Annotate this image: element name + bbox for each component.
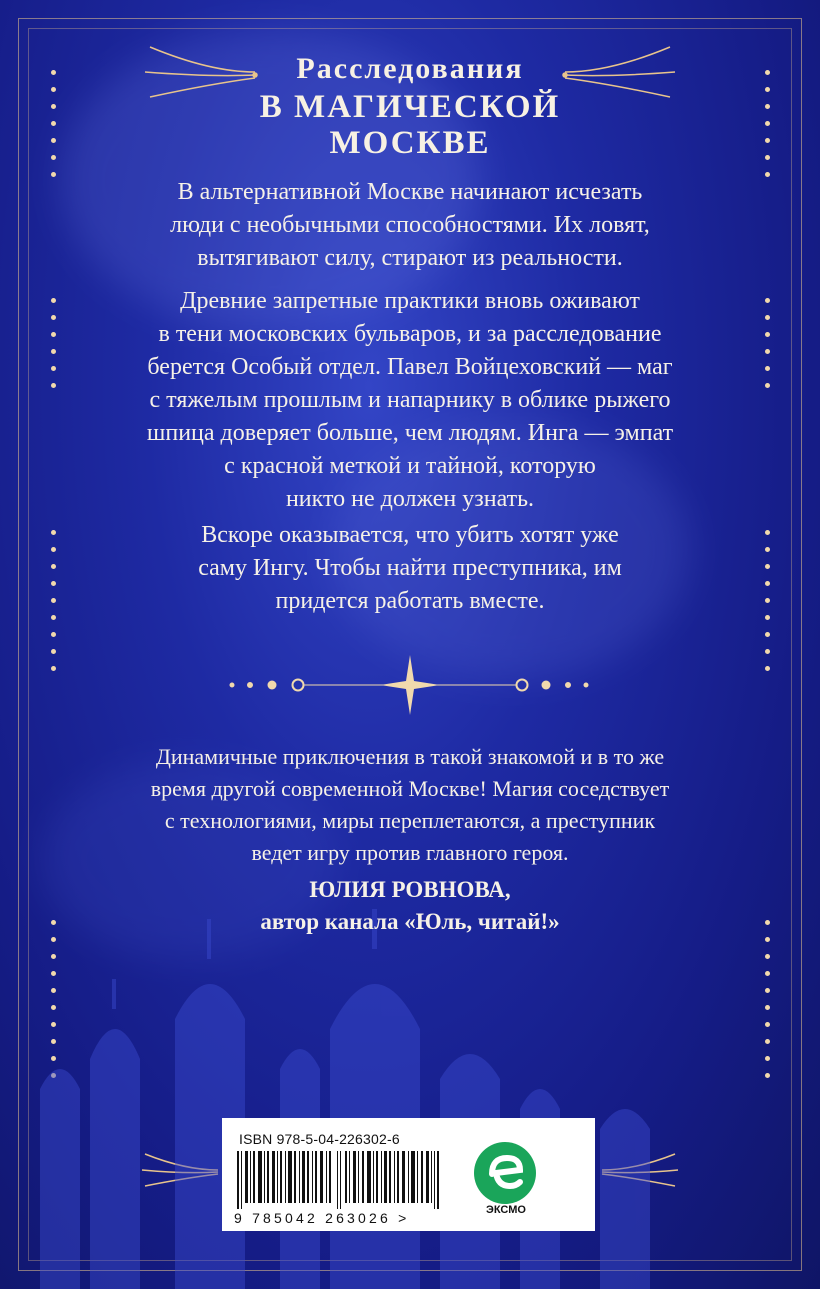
text-line: Динамичные приключения в такой знакомой и в то же bbox=[155, 744, 665, 769]
text-line: берется Особый отдел. Павел Войцеховский — маг bbox=[147, 354, 673, 380]
text-line: время другой современной Москве! Магия соседствует bbox=[150, 776, 670, 801]
left-dot-column-low bbox=[50, 530, 56, 683]
text-line: вытягивают силу, стирают из реальности. bbox=[197, 245, 623, 271]
isbn-label: ISBN 978-5-04-226302-6 bbox=[239, 1131, 400, 1147]
text-line: саму Ингу. Чтобы найти преступника, им bbox=[198, 555, 622, 581]
text-line: шпица доверяет больше, чем людям. Инга — эмпат bbox=[146, 420, 674, 446]
moscow-domes-silhouette bbox=[0, 909, 820, 1289]
divider-ornament bbox=[220, 650, 600, 720]
author-role: автор канала «Юль, читай!» bbox=[260, 909, 560, 934]
series-title-line-3: МОСКВЕ bbox=[329, 125, 491, 162]
barcode-panel bbox=[222, 1118, 595, 1231]
text-line: с технологиями, миры переплетаются, а преступник bbox=[164, 808, 656, 833]
text-line: В альтернативной Москве начинают исчезать bbox=[177, 179, 643, 205]
author-name: ЮЛИЯ РОВНОВА, bbox=[309, 877, 511, 902]
text-line: Древние запретные практики вновь оживают bbox=[180, 288, 640, 314]
text-line: ведет игру против главного героя. bbox=[251, 840, 569, 865]
blurb-paragraph-2 bbox=[90, 285, 730, 516]
right-dot-column-mid bbox=[764, 298, 770, 400]
text-line: с красной меткой и тайной, которую bbox=[224, 453, 596, 479]
quote-author bbox=[90, 874, 730, 938]
right-dot-column-low bbox=[764, 530, 770, 683]
text-line: люди с необычными способностями. Их ловят, bbox=[170, 212, 650, 238]
barcode-digits: 9 785042 263026 > bbox=[234, 1210, 410, 1226]
review-quote bbox=[90, 741, 730, 869]
eksmo-logo-icon bbox=[472, 1140, 538, 1206]
text-line: Вскоре оказывается, что убить хотят уже bbox=[201, 522, 619, 548]
blurb-paragraph-3 bbox=[90, 519, 730, 618]
publisher-name: ЭКСМО bbox=[486, 1204, 526, 1216]
series-title bbox=[0, 52, 820, 162]
blurb-paragraph-1 bbox=[90, 176, 730, 275]
left-dot-column-mid bbox=[50, 298, 56, 400]
series-title-line-1: Расследования bbox=[296, 52, 524, 85]
barcode-bars bbox=[237, 1151, 445, 1209]
text-line: в тени московских бульваров, и за расследование bbox=[158, 321, 662, 347]
text-line: с тяжелым прошлым и напарнику в облике рыжего bbox=[149, 387, 671, 413]
text-line: придется работать вместе. bbox=[275, 588, 545, 614]
text-line: никто не должен узнать. bbox=[285, 486, 535, 512]
series-title-line-2: В МАГИЧЕСКОЙ bbox=[259, 89, 561, 125]
